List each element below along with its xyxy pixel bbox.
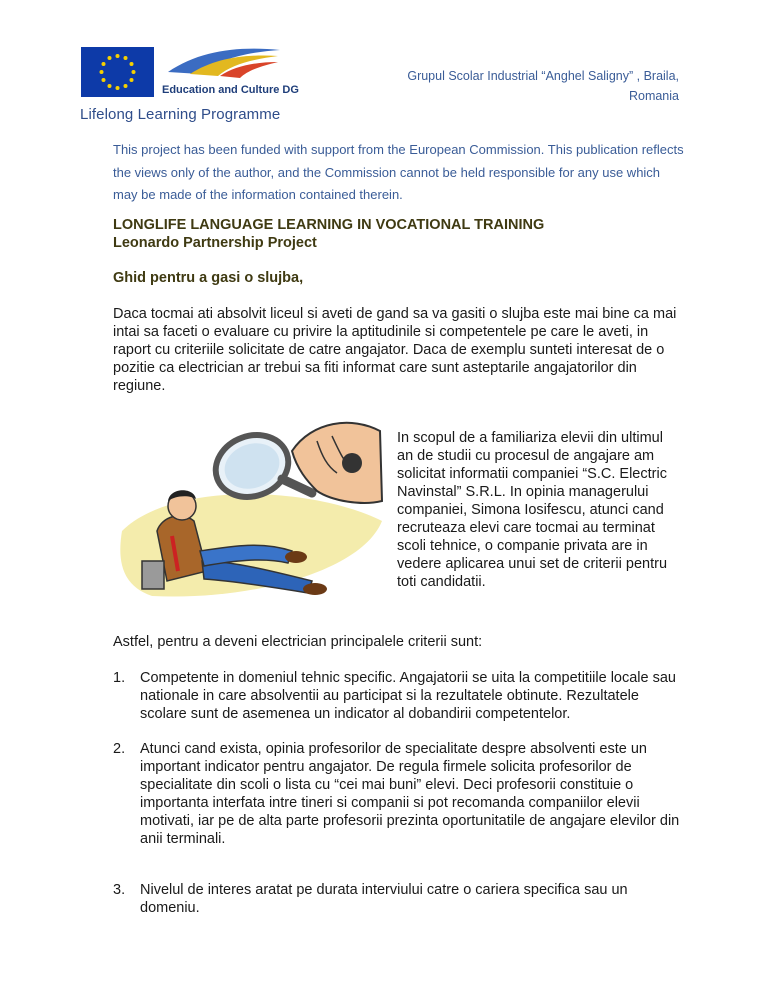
document-subtitle: Leonardo Partnership Project [113,235,317,251]
guide-heading: Ghid pentru a gasi o slujba, [113,270,304,286]
document-title: LONGLIFE LANGUAGE LEARNING IN VOCATIONAL TRAINING [113,217,545,233]
list-number: 1. [113,670,126,686]
intro-paragraph: Daca tocmai ati absolvit liceul si aveti de gand sa va gasiti o slujba este mai bine ca mai intai sa faceti o evaluare cu privire la aptitudinile si competentele pe care le aveti, in raport cu criteriile solicitate de catre angajator. Daca de exemplu sunteti interesat de o pozitie ca electrician ar trebui sa fiti informat care sunt asteptarile angajatorilor din regiune. [113,306,677,394]
company-info-paragraph: In scopul de a familiariza elevii din ultimul an de studii cu procesul de angajare am solicitat informatii companiei “S.C. Electric Navinstal” S.R.L. In opinia managerului companiei, Simona Iosifescu, atunci cand recruteaza elevi care tocmai au terminat scoli tehnice, o companie privata are in vedere aplicarea unui set de criterii pentru toti candidatii. [397,430,668,590]
education-culture-dg-logo [160,44,299,100]
school-line-2: Romania [628,89,679,103]
eu-flag-logo [81,47,154,97]
list-number: 2. [113,741,126,757]
swoosh-icon [160,44,285,84]
funding-disclaimer: This project has been funded with support from the European Commission. This publication reflects the views only of the author, and the Commission cannot be held responsible for any use which may be made of the information contained therein. [113,142,684,202]
criteria-list-item [113,881,683,917]
school-name [379,66,679,106]
criteria-list-item [113,669,683,723]
list-text: Atunci cand exista, opinia profesorilor de specialitate despre absolventi este un important indicator pentru angajator. De regula firmele solicita profesorilor de specialitate din scoli o lista cu “cei mai buni” elevi. Deci profesorii constituie o importanta interfata intre tineri si companii si pot recomanda companiilor elevii motivati, iar pe de alta parte profesorii prezinta oportunitatile de angajare elevilor din anii terminali. [140,741,680,847]
list-text: Competente in domeniul tehnic specific. Angajatorii se uita la competitiile locale sau nationale in care absolventii au participat si la rezultatele obtinute. Rezultatele scolare sunt de asemenea un indicator al dobandirii competentelor. [140,670,676,722]
criteria-list-item [113,740,683,848]
school-line-1: Grupul Scolar Industrial “Anghel Saligny” , Braila, [407,69,679,83]
programme-name: Lifelong Learning Programme [80,106,281,123]
list-number: 3. [113,882,126,898]
magnifying-glass-illustration [112,411,387,611]
list-text: Nivelul de interes aratat pe durata interviului catre o cariera specifica sau un domeniu. [140,882,628,916]
criteria-intro: Astfel, pentru a deveni electrician principalele criterii sunt: [113,634,483,650]
dg-label: Education and Culture DG [162,84,299,96]
